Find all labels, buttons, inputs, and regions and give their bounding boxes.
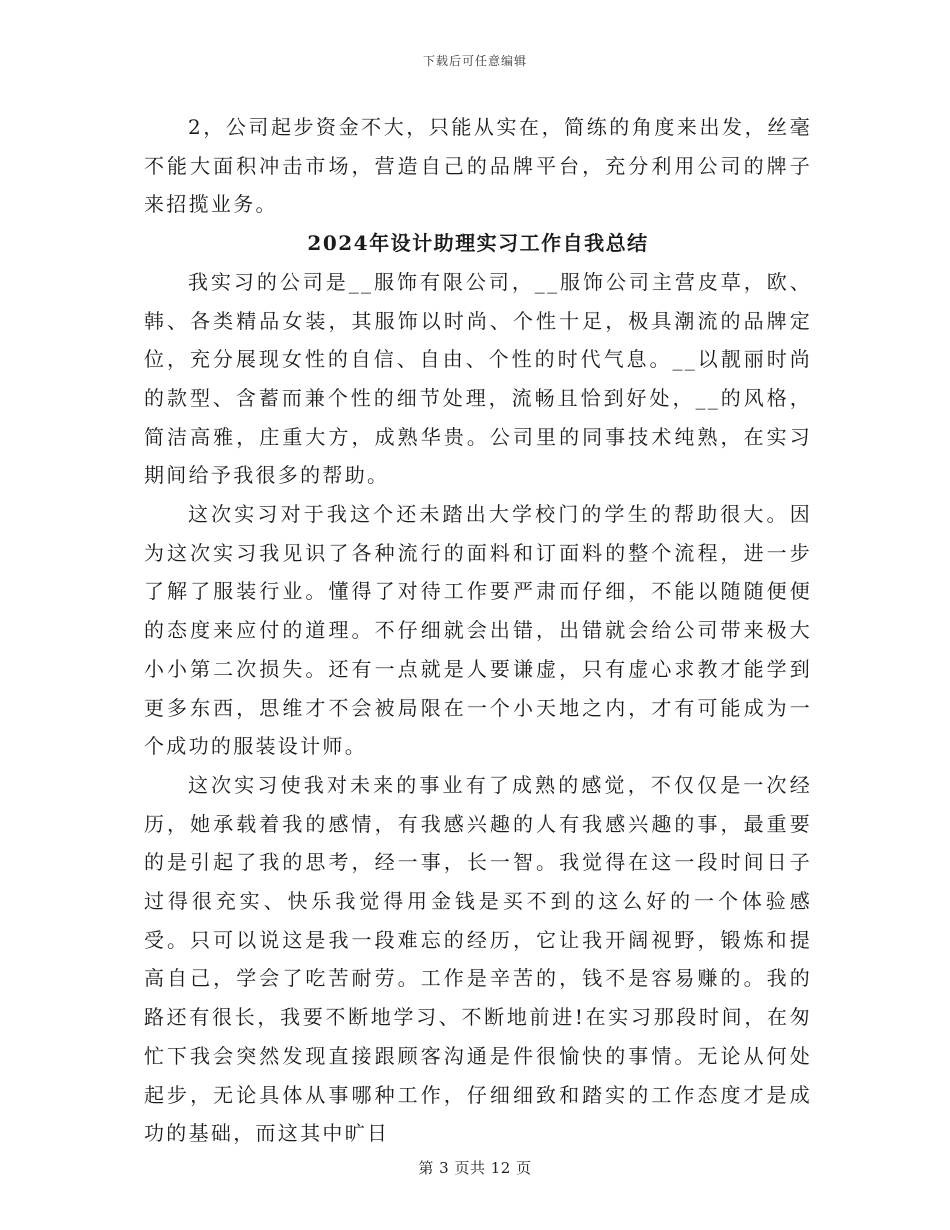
page-number-footer: 第 3 页共 12 页: [418, 1159, 532, 1177]
document-body: [144, 108, 812, 1153]
body-paragraph-1: 我实习的公司是__服饰有限公司，__服饰公司主营皮草，欧、韩、各类精品女装，其服饰以时尚、个性十足，极具潮流的品牌定位，充分展现女性的自信、自由、个性的时代气息。__以靓丽时尚的款型、含蓄而兼个性的细节处理，流畅且恰到好处，__的风格，简洁高雅，庄重大方，成熟华贵。公司里的同事技术纯熟，在实习期间给予我很多的帮助。: [144, 269, 812, 488]
document-title: 2024年设计助理实习工作自我总结: [307, 231, 649, 256]
body-paragraph-3: 这次实习使我对未来的事业有了成熟的感觉，不仅仅是一次经历，她承载着我的感情，有我感兴趣的人有我感兴趣的事，最重要的是引起了我的思考，经一事，长一智。我觉得在这一段时间日子过得很充实、快乐我觉得用金钱是买不到的这么好的一个体验感受。只可以说这是我一段难忘的经历，它让我开阔视野，锻炼和提高自己，学会了吃苦耐劳。工作是辛苦的，钱不是容易赚的。我的路还有很长，我要不断地学习、不断地前进!在实习那段时间，在匆忙下我会突然发现直接跟顾客沟通是件很愉快的事情。无论从何处起步，无论具体从事哪种工作，仔细细致和踏实的工作态度才是成功的基础，而这其中旷日: [144, 772, 812, 1146]
body-paragraph-2: 这次实习对于我这个还未踏出大学校门的学生的帮助很大。因为这次实习我见识了各种流行的面料和订面料的整个流程，进一步了解了服装行业。懂得了对待工作要严肃而仔细，不能以随随便便的态度来应付的道理。不仔细就会出错，出错就会给公司带来极大小小第二次损失。还有一点就是人要谦虚，只有虚心求教才能学到更多东西，思维才不会被局限在一个小天地之内，才有可能成为一个成功的服装设计师。: [144, 502, 812, 759]
page-header-note: 下载后可任意编辑: [422, 54, 527, 68]
intro-paragraph: 2，公司起步资金不大，只能从实在，简练的角度来出发，丝毫不能大面积冲击市场，营造自己的品牌平台，充分利用公司的牌子来招揽业务。: [144, 115, 812, 217]
